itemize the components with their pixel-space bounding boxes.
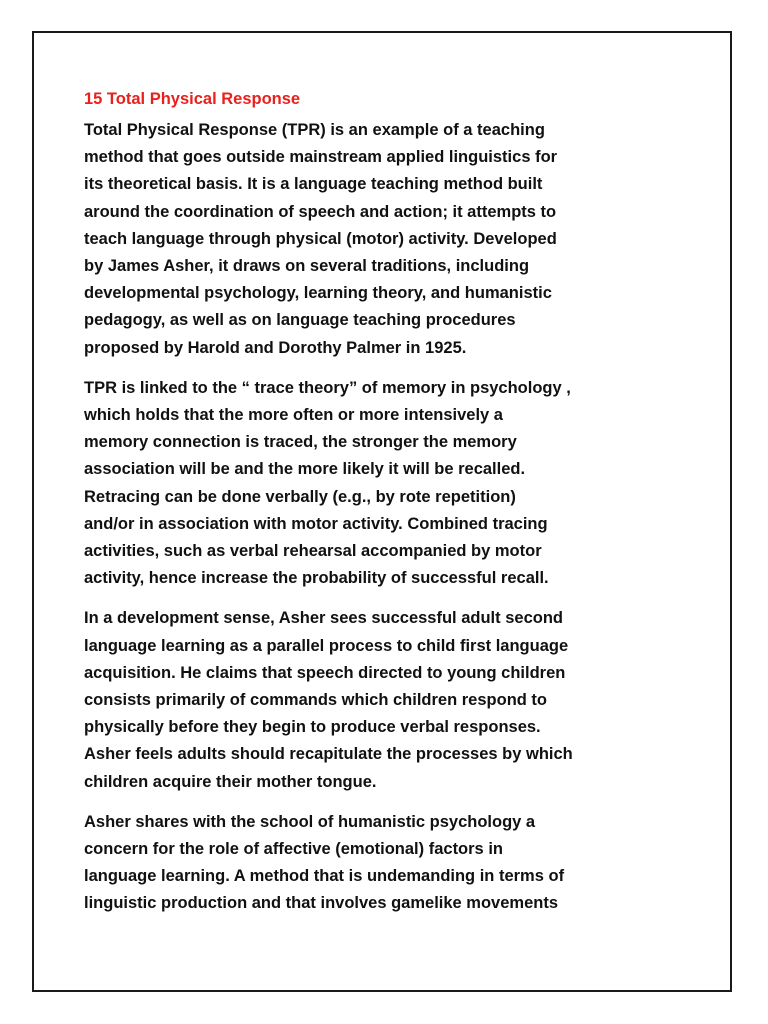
text-line: activities, such as verbal rehearsal accompanied by motor <box>84 542 542 561</box>
text-line: TPR is linked to the “ trace theory” of memory in psychology , <box>84 378 571 397</box>
section-heading: 15 Total Physical Response <box>84 90 301 108</box>
text-line: and/or in association with motor activity. Combined tracing <box>84 514 548 533</box>
text-line: language learning. A method that is undemanding in terms of <box>84 867 565 886</box>
text-line: physically before they begin to produce verbal responses. <box>84 718 541 737</box>
paragraph-development-sense <box>84 605 644 795</box>
text-line: proposed by Harold and Dorothy Palmer in 1925. <box>84 338 467 357</box>
text-line: memory connection is traced, the stronger the memory <box>84 433 517 452</box>
text-line: by James Asher, it draws on several traditions, including <box>84 257 530 276</box>
text-line: its theoretical basis. It is a language teaching method built <box>84 175 543 194</box>
text-line: developmental psychology, learning theory, and humanistic <box>84 284 552 303</box>
text-line: In a development sense, Asher sees successful adult second <box>84 609 563 628</box>
paragraph-humanistic-psychology <box>84 809 644 918</box>
text-line: Total Physical Response (TPR) is an example of a teaching <box>84 121 545 139</box>
text-line: Asher shares with the school of humanistic psychology a <box>84 812 536 831</box>
text-line: acquisition. He claims that speech directed to young children <box>84 663 566 682</box>
text-line: around the coordination of speech and action; it attempts to <box>84 202 557 221</box>
paragraph-tpr-intro <box>84 117 644 362</box>
text-line: association will be and the more likely it will be recalled. <box>84 460 526 479</box>
text-line: linguistic production and that involves gamelike movements <box>84 894 559 913</box>
text-line: which holds that the more often or more intensively a <box>84 406 503 425</box>
text-line: activity, hence increase the probability of successful recall. <box>84 569 549 588</box>
text-line: pedagogy, as well as on language teaching procedures <box>84 311 516 330</box>
paragraph-trace-theory <box>84 375 644 593</box>
text-line: teach language through physical (motor) activity. Developed <box>84 229 557 248</box>
text-line: Asher feels adults should recapitulate the processes by which <box>84 745 573 764</box>
text-line: language learning as a parallel process to child first language <box>84 636 569 655</box>
text-line: consists primarily of commands which children respond to <box>84 691 548 710</box>
text-line: concern for the role of affective (emotional) factors in <box>84 840 503 859</box>
text-line: children acquire their mother tongue. <box>84 772 377 791</box>
document-body <box>84 86 644 931</box>
text-line: method that goes outside mainstream applied linguistics for <box>84 148 558 167</box>
text-line: Retracing can be done verbally (e.g., by rote repetition) <box>84 487 516 506</box>
